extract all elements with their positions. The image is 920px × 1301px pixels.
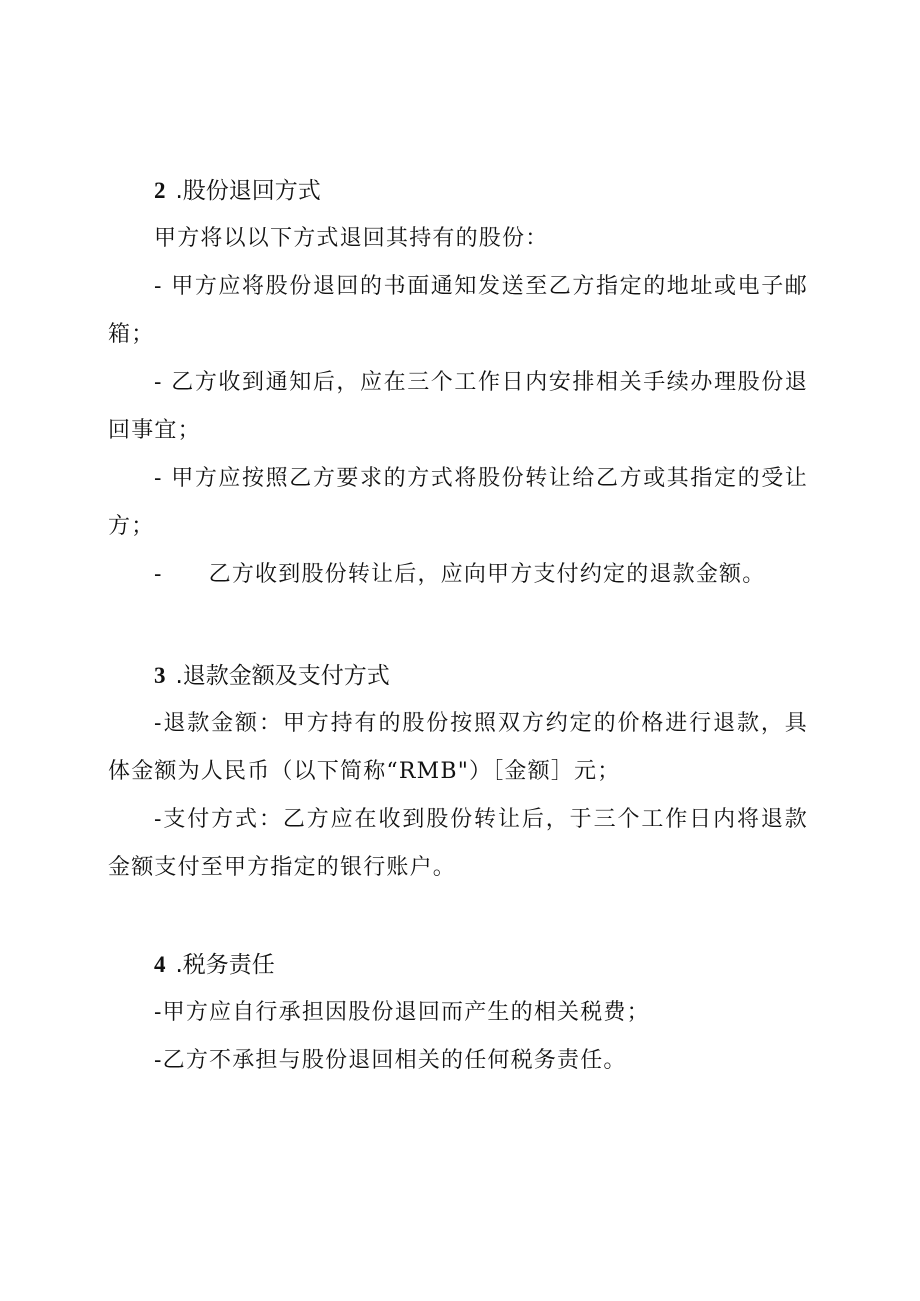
section-heading [108,941,808,989]
section-number: 4 [154,952,166,977]
section-heading [108,652,808,700]
paragraph: -甲方应自行承担因股份退回而产生的相关税费； [154,1000,650,1025]
paragraph: -乙方不承担与股份退回相关的任何税务责任。 [154,1048,627,1073]
section-number: 3 [154,663,166,688]
section-tax-liability [108,941,808,1085]
paragraph [108,551,808,599]
paragraph-text: 乙方收到股份转让后，应向甲方支付约定的退款金额。 [208,562,766,587]
section-title: .股份退回方式 [175,178,321,204]
section-number: 2 [154,178,166,203]
paragraph: - 乙方收到通知后，应在三个工作日内安排相关手续办理股份退回事宜； [108,370,808,443]
paragraph: - 甲方应按照乙方要求的方式将股份转让给乙方或其指定的受让方； [108,466,808,539]
section-title: .税务责任 [175,952,275,978]
paragraph: - 甲方应将股份退回的书面通知发送至乙方指定的地址或电子邮箱； [108,274,808,347]
paragraph: 甲方将以以下方式退回其持有的股份： [154,226,549,251]
section-refund-amount-payment [108,652,808,892]
section-heading [108,167,808,215]
paragraph: -退款金额：甲方持有的股份按照双方约定的价格进行退款，具体金额为人民币（以下简称“RMB"）［金额］元； [108,711,808,784]
paragraph: -支付方式：乙方应在收到股份转让后，于三个工作日内将退款金额支付至甲方指定的银行账户。 [108,807,808,880]
list-dash: - [154,562,163,587]
section-share-return-method [108,167,808,599]
section-title: .退款金额及支付方式 [175,663,390,689]
